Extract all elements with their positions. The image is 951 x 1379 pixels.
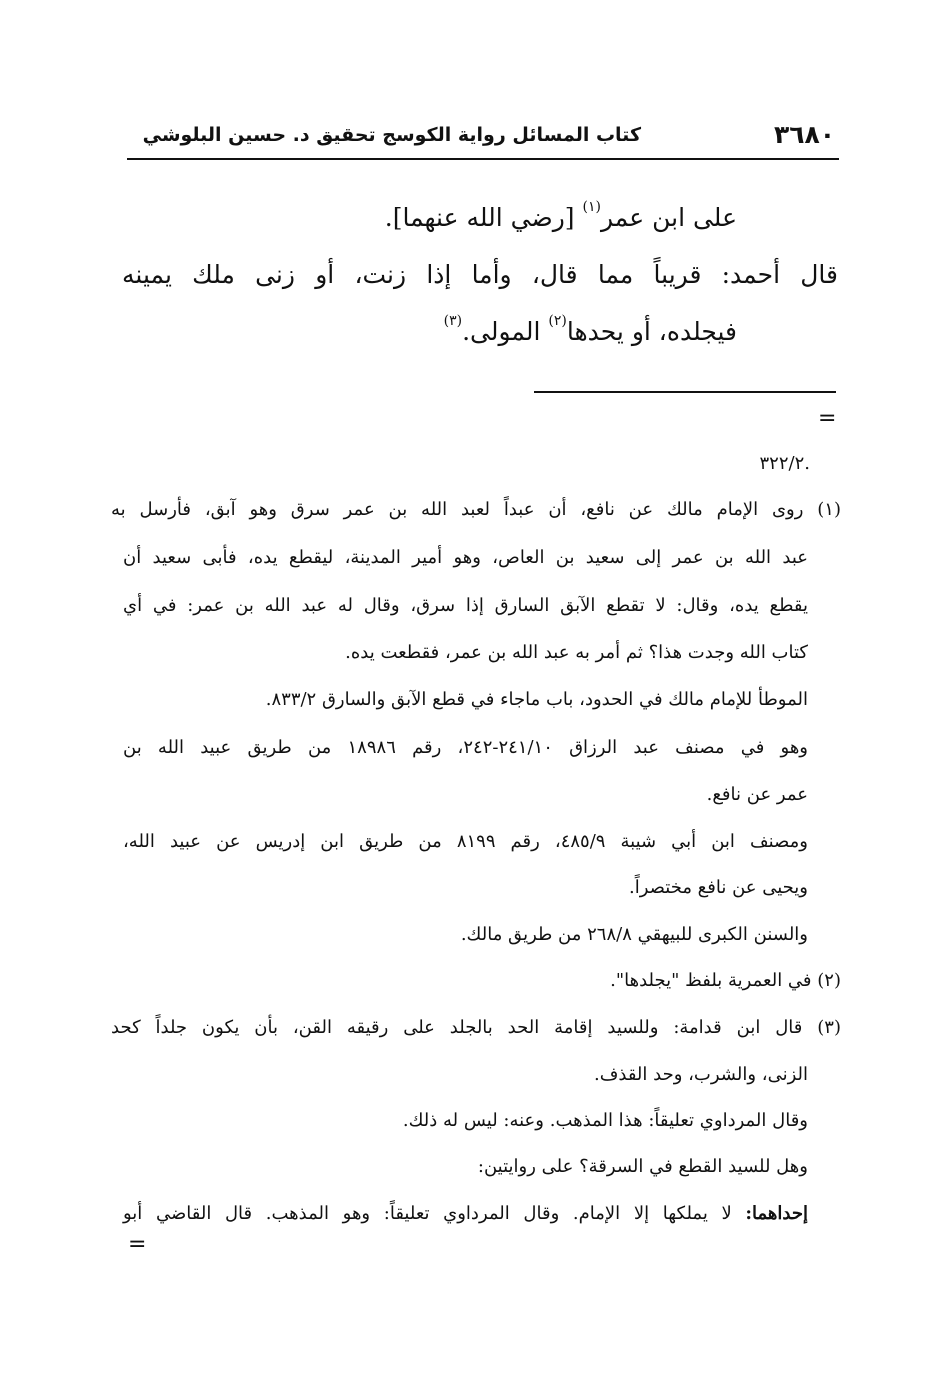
footnote-1-line-7: عمر عن نافع.	[706, 784, 808, 805]
main-line-1: على ابن عمر$^{(١)}$ [رضي الله عنهما].	[384, 199, 737, 232]
footnote-ref-3: (٣)	[443, 313, 463, 329]
main-line-3: فيجلده، أو يحدها$^{(٢)}$ المولى.$^{(٣)}$	[443, 313, 737, 346]
footnote-1-line-10: والسنن الكبرى للبيهقي ٢٦٨/٨ من طريق مالك.	[460, 924, 808, 945]
footnote-3-line-5: إحداهما: لا يملكها إلا الإمام. وقال المرداوي تعليقاً: وهو المذهب. قال القاضي أبو	[123, 1203, 808, 1224]
footnote-1-line-3: يقطع يده، وقال: لا تقطع الآبق السارق إذا سرق، وقال له عبد الله بن عمر: في أي	[123, 595, 808, 616]
footnote-1-line-8: ومصنف ابن أبي شيبة ٤٨٥/٩، رقم ٨١٩٩ من طريق ابن إدريس عن عبيد الله،	[123, 831, 809, 852]
main-line-2: قال أحمد: قريباً مما قال، وأما إذا زنت، أو زنى ملك يمينه	[122, 260, 838, 289]
footnote-3-line-4: وهل للسيد القطع في السرقة؟ على روايتين:	[477, 1156, 808, 1177]
running-title: كتاب المسائل رواية الكوسج تحقيق د. حسين البلوشي	[142, 124, 641, 146]
footnote-separator	[534, 391, 836, 393]
footnote-carry-over: .٣٢٢/٢	[759, 453, 810, 474]
footnote-1-line-1: (١) روى الإمام مالك عن نافع، أن عبداً لعبد الله بن عمر سرق وهو آبق، فأرسل به	[111, 499, 841, 520]
footnote-ref-1: (١)	[582, 199, 601, 215]
continuation-mark-bottom: =	[128, 1232, 147, 1257]
footnote-3-line-2: الزنى، والشرب، وحد القذف.	[593, 1064, 808, 1085]
footnote-3-label: إحداهما:	[745, 1203, 808, 1224]
footnote-3-line-1: (٣) قال ابن قدامة: وللسيد إقامة الحد بالجلد على رقيقه القن، بأن يكون جلداً كحد	[111, 1017, 841, 1038]
footnote-1-line-6: وهو في مصنف عبد الرزاق ٢٤١/١٠-٢٤٢، رقم ١٨٩٨٦ من طريق عبيد الله بن	[123, 737, 809, 758]
footnote-1-line-9: ويحيى عن نافع مختصراً.	[629, 877, 808, 898]
footnote-3-number: (٣)	[817, 1017, 841, 1038]
continuation-mark-top: =	[818, 406, 837, 431]
footnote-1-line-2: عبد الله بن عمر إلى سعيد بن العاص، وهو أمير المدينة، ليقطع يده، فأبى سعيد أن	[123, 547, 808, 568]
footnote-ref-2: (٢)	[548, 313, 567, 329]
footnote-3-line-3: وقال المرداوي تعليقاً: هذا المذهب. وعنه: ليس له ذلك.	[402, 1110, 808, 1131]
footnote-1-line-5: الموطأ للإمام مالك في الحدود، باب ماجاء في قطع الآبق والسارق ٨٣٣/٢.	[265, 689, 808, 710]
page-number: ٣٦٨٠	[773, 120, 835, 149]
page-header	[127, 118, 839, 160]
footnote-2: (٢) في العمرية بلفظ "يجلدها".	[610, 970, 841, 991]
footnote-1-line-4: كتاب الله وجدت هذا؟ ثم أمر به عبد الله بن عمر، فقطعت يده.	[345, 642, 808, 663]
footnote-2-number: (٢)	[817, 970, 841, 991]
footnote-1-number: (١)	[817, 499, 841, 520]
